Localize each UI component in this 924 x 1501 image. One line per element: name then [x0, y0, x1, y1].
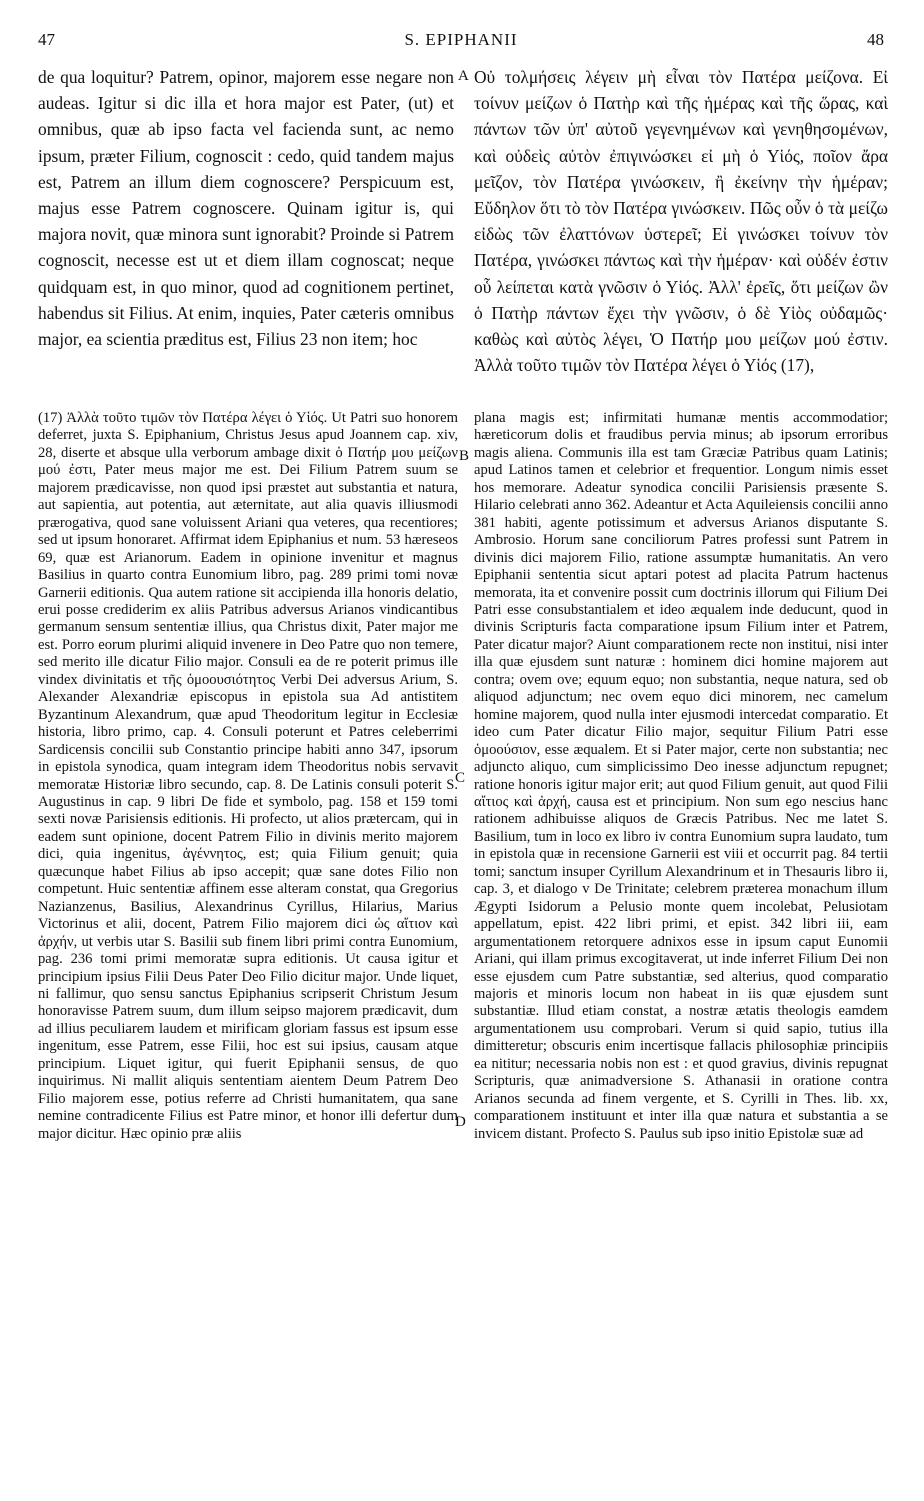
- section-marker-c: C: [455, 770, 466, 786]
- footnote-left-text: (17) Ἀλλὰ τοῦτο τιμῶν τὸν Πατέρα λέγει ὁ Υἱός. Ut Patri suo honorem deferret, juxta S. Epiphanium, Christus Jesus apud Joannem cap. xiv, 28, diserte et absque ulla verborum ambage dixit ὁ Πατήρ μου μείζων μού ἐστι, Pater meus major me est. Dei Filium Patrem suum se majorem prædicavisse, non quod ipsi præstet aut substantia et natura, aut sapientia, aut potentia, aut æternitate, aut alia quavis illiusmodi prærogativa, quod sane voluissent Ariani qua veteres, qua recentiores; sed ut ipsum honoraret. Affirmat idem Epiphanius et num. 53 hæreseos 69, quæ est Arianorum. Eadem in opinione invenitur et magnus Basilius in quarto contra Eunomium libro, pag. 289 primi tomi novæ Garnerii editionis. Qua autem ratione sit accipienda illa honoris delatio, erui posse crediderim ex aliis Patribus adversus Arianos vindicantibus germanum sensum sententiæ illius, qua Christus dixit, Pater major me est. Porro eorum plurimi aliquid invenere in Deo Patre quo non temere, sed merito ille dicatur Filio major. Consuli ea de re poterit primus ille vindex divinitatis et τῆς ὁμοουσιότητος Verbi Dei adversus Arium, S. Alexander Alexandriæ episcopus in epistola sua Ad antistitem Byzantinum Alexandrum, quæ apud Theodoritum legitur in Ecclesiæ historia, libro primo, cap. 4. Consuli poterunt et Patres celeberrimi Sardicensis concilii sub Constantio principe habiti anno 347, ipsorum in epistola synodica, quam integram idem Theodoritus nobis servavit memoratæ Historiæ libro secundo, cap. 8. De Latinis consuli poterit S. Augustinus in cap. 9 libri De fide et symbolo, pag. 158 et 159 tomi sexti novæ Parisiensis editionis. Hi profecto, ut alios prætercam, qui in eadem sunt opinione, docent Patrem Filio in divinis merito majorem dici, quia ingenitus, ἀγέννητος, est; quia Filium genuit; quia quæcunque habet Filius ab ipso accepit; quæ sane dotes Filio non competunt. Huic sententiæ affinem esse alteram constat, qua Gregorius Nazianzenus, Basilius, Alexandrinus Cyrillus, Hilarius, Marius Victorinus et alii, docent, Patrem Filio majorem dici ὡς αἴτιον καὶ ἀρχήν, ut verbis utar S. Basilii sub finem libri primi contra Eunomium, pag. 236 tomi primi memoratæ supra editionis. Ut causa igitur et principium ipsius Filii Deus Pater Deo Filio dicitur major. Unde liquet, ni fallimur, quo sensu sanctus Epiphanius scripserit Christum Jesum honoravisse Patrem suum, dum illum seipso majorem prædicavit, dum ad illius peculiarem laudem et mirificam gloriam fassus est ipsum esse ingenitum, esse Patrem, esse Filii, hoc est sui ipsius, causam atque principium. Liquet igitur, qui fuerit Epiphanii sensus, de quo inquirimus. Ni mallit aliquis sententiam aientem Deum Patrem Deo Filio majorem esse, potius referre ad Christi humanitatem, qua sane nemine contradicente Filius est Patre minor, et honor illi defertur dum major dicitur. Hæc opinio præ aliis: [38, 410, 458, 1142]
- section-marker-b: B: [459, 448, 470, 464]
- running-header: [38, 30, 884, 56]
- greek-main-column: [474, 64, 888, 400]
- latin-main-column: [38, 64, 454, 400]
- greek-main-text: Οὐ τολμήσεις λέγειν μὴ εἶναι τὸν Πατέρα μείζονα. Εἰ τοίνυν μείζων ὁ Πατὴρ καὶ τῆς ἡμέρας καὶ τῆς ὥρας, καὶ πάντων τῶν ὑπ' αὐτοῦ γεγενημένων καὶ γενηθησομένων, καὶ οὐδεὶς αὐτὸν ἐπιγινώσκει εἰ μὴ ὁ Υἱός, ποῖον ἄρα μεῖζον, τὸν Πατέρα γινώσκειν, ἢ ἐκείνην τὴν ἡμέραν; Εὔδηλον ὅτι τὸ τὸν Πατέρα γινώσκειν. Πῶς οὖν ὁ τὰ μείζω εἰδὼς τῶν ἐλαττόνων ὑστερεῖ; Εἰ γινώσκει τοίνυν τὸν Πατέρα, γινώσκει πάντως καὶ τὴν ἡμέραν· καὶ οὐδέν ἐστιν οὗ λείπεται κατὰ γνῶσιν ὁ Υἱός. Ἀλλ' ἐρεῖς, ὅτι μείζων ὢν ὁ Πατὴρ πάντων ἔχει τὴν γνῶσιν, ὁ δὲ Υἱὸς οὐδαμῶς· καθὼς καὶ αὐτὸς λέγει, Ὁ Πατήρ μου μείζων μού ἐστιν. Ἀλλὰ τοῦτο τιμῶν τὸν Πατέρα λέγει ὁ Υἱός (17),: [474, 67, 888, 376]
- section-marker-a: A: [458, 68, 469, 84]
- page-number-right: 48: [867, 30, 884, 49]
- page-number-left: 47: [38, 30, 55, 49]
- footnote-right-column: [474, 410, 888, 1490]
- footnote-left-column: [38, 410, 458, 1490]
- running-title: S. EPIPHANII: [404, 30, 518, 49]
- footnote-right-text: plana magis est; infirmitati humanæ mentis accommodatior; hæreticorum dolis et fraudibus pervia minus; ab ipsorum erroribus magis aliena. Communis illa est tam Græciæ Patribus quam Latinis; apud Latinos tamen et celebrior et frequentior. Longum nimis esset hos memorare. Adeatur synodica concilii Parisiensis præsente S. Hilario celebrati anno 362. Adeantur et Acta Aquileiensis concilii anno 381 habiti, agente potissimum et adversus Arianos disputante S. Ambrosio. Horum sane conciliorum Patres professi sunt Patrem in divinis dici majorem Filio, ratione assumptæ humanitatis. An vero Epiphanii sententia sicut aptari potest ad placita Patrum hactenus memorata, ita et convenire possit cum doctrinis illorum qui Filium Dei Patri esse consubstantialem et ideo æqualem inde deducunt, quod in divinis Scripturis facta comparatione ipsum Filium inter et Patrem, Pater dicatur major? Aiunt comparationem recte non institui, nisi inter illa quæ ejusdem sunt naturæ : hominem dici homine majorem aut contra; ovem ove; equum equo; non substantia, neque natura, sed ob aliquod adjunctum; nec ovem equo dici minorem, nec camelum homine majorem, quod nulla inter ejusmodi intercedat comparatio. Et ideo cum Pater dicatur Filio major, sequitur Filium Patri esse ὁμοούσιον, esse æqualem. Et si Pater major, certe non substantia; nec adjuncto aliquo, cum simplicissimo Deo inesse adjunctum repugnet; ratione honoris igitur major erit; aut quod Filium genuit, aut quod Filii αἴτιος καὶ ἀρχή, causa est et principium. Non sum ego nescius hanc rationem adhibuisse aliquos de Græcis Patribus. Nec me latet S. Basilium, tum in loco ex libro iv contra Eunomium supra laudato, tum in epistola quæ in recensione Garnerii est viii et occurrit pag. 84 tertii tomi; sanctum insuper Cyrillum Alexandrinum et in Thesauris libro ii, cap. 3, et dialogo v De Trinitate; celebrem præterea monachum illum Ægypti Isidorum a Pelusio monte quem incolebat, Pelusiotam appellatum, epist. 422 libri primi, et epist. 342 libri iii, eam argumentationem retorquere adnixos esse in ipsum caput Eunomii Ariani, qui illam primus excogitaverat, ut inde inferret Filium Dei non esse ejusdem cum Patre substantiæ, sed alterius, quod comparatio majoris et minoris locum non habeat in iis quæ ejusdem sunt substantiæ. Illud etiam constat, a nostræ ætatis theologis eamdem argumentationem usu comprobari. Verum si quid sapio, tutius illa dimitteretur; obscuris enim incertisque fallacis philosophiæ principiis ea nititur; necessaria nobis non est : et quod gravius, divinis repugnat Scripturis, quæ animadversione S. Athanasii in oratione contra Arianos secunda ad finem vergente, et S. Cyrilli in Thes. lib. xx, comparationem instituunt et inter illa quæ natura et substantia a se invicem distant. Profecto S. Paulus sub ipso initio Epistolæ suæ ad: [474, 410, 888, 1142]
- section-marker-d: D: [455, 1114, 466, 1130]
- latin-main-text: de qua loquitur? Patrem, opinor, majorem esse negare non audeas. Igitur si dic illa et hora major est Pater, (ut) et omnibus, quæ ab ipso facta vel facienda sunt, ac nemo ipsum, præter Filium, cognoscit : cedo, quid tandem majus est, Patrem an illum diem cognoscere? Perspicuum est, majus esse Patrem cognoscere. Quinam igitur is, qui majora novit, quæ minora sunt ignorabit? Proinde si Patrem cognoscit, necesse est ut et diem illam cognoscat; neque quidquam est, in quo minor, quod ad cognitionem pertinet, habendus sit Filius. At enim, inquies, Pater cæteris omnibus major, ea scientia præditus est, Filius 23 non item; hoc: [38, 67, 454, 350]
